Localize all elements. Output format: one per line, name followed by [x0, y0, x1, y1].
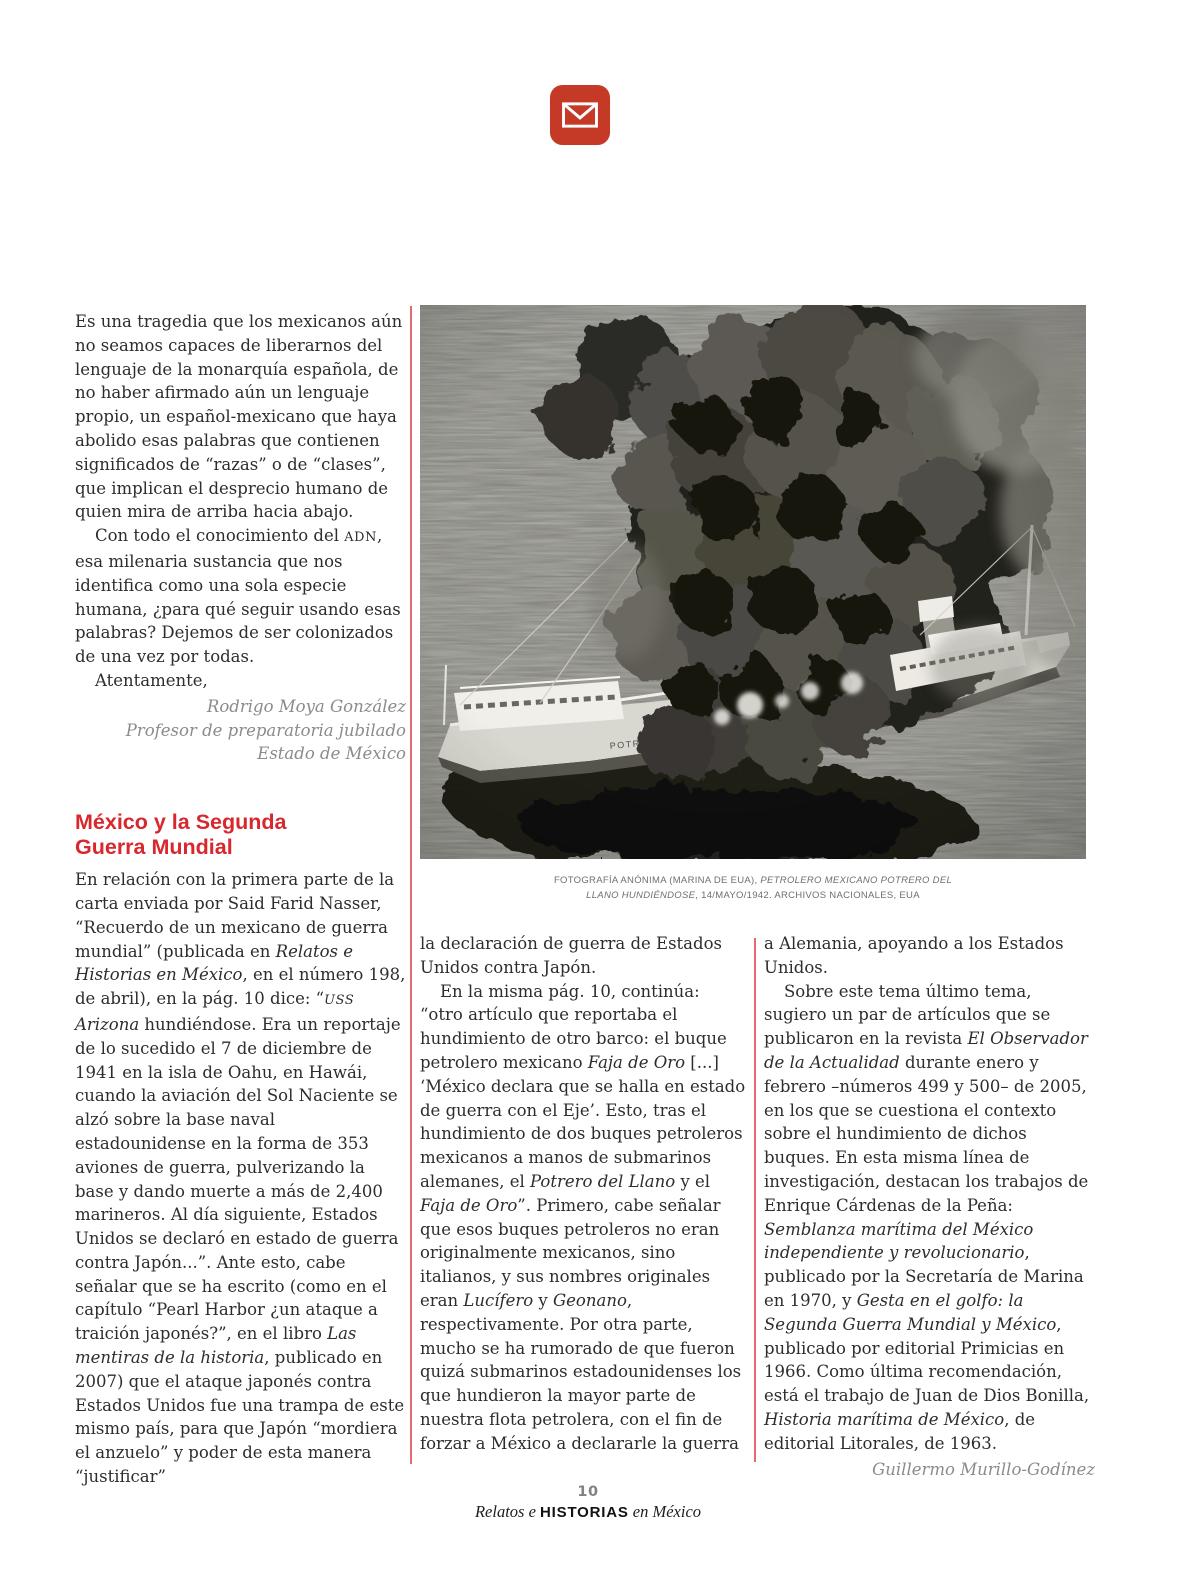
signature-line: Estado de México: [257, 744, 406, 764]
photo-caption-text: FOTOGRAFÍA ANÓNIMA (MARINA DE EUA), PETROLERO MEXICANO POTRERO DEL LLANO HUNDIÉNDOSE, 14/MAYO/1942. ARCHIVOS NACIONALES, EUA: [553, 875, 953, 901]
paragraph: En relación con la primera parte de la carta enviada por Said Farid Nasser, “Recuerdo de un mexicano de guerra mundial” (publicada en Relatos e Historias en México, en el número 198, de abril), en la pág. 10 dice: “USS Arizona hundiéndose. Era un reportaje de lo sucedido el 7 de diciembre de 1941 en la isla de Oahu, en Hawái, cuando la aviación del Sol Naciente se alzó sobre la base naval estadounidense en la forma de 353 aviones de guerra, pulverizando la base y dando muerte a más de 2,400 marineros. Al día siguiente, Estados Unidos se declaró en estado de guerra contra Japón...”. Ante esto, cabe señalar que se ha escrito (como en el capítulo “Pearl Harbor ¿un ataque a traición japonés?”, en el libro Las mentiras de la historia, publicado en 2007) que el ataque japonés contra Estados Unidos fue una trampa de este mismo país, para que Japón “mordiera el anzuelo” y poder de esta manera “justificar”: [75, 870, 406, 1487]
paragraph: a Alemania, apoyando a los Estados Unidos.: [764, 934, 1064, 977]
letter-signature: [75, 695, 406, 766]
column-divider-rule: [410, 306, 412, 1464]
envelope-icon: [549, 84, 611, 146]
photo-caption: [420, 874, 1086, 903]
article-column-1: [75, 868, 406, 1489]
article-column-2: [420, 932, 747, 1456]
article-column-3-text: [764, 932, 1095, 1456]
letter-text: [75, 310, 406, 693]
page-number: 10: [577, 1484, 599, 1500]
article-column-3: [764, 932, 1095, 1481]
paragraph: Atentamente,: [95, 670, 208, 690]
mail-icon: [549, 84, 611, 146]
paragraph: Con todo el conocimiento del ADN, esa milenaria sustancia que nos identifica como una sola especie humana, ¿para qué seguir usando esas palabras? Dejemos de ser colonizados de una vez por todas.: [75, 526, 401, 667]
heading-line: Guerra Mundial: [75, 835, 233, 860]
heading-line: México y la Segunda: [75, 810, 287, 835]
tanker-photo: [420, 305, 1086, 859]
signature-line: Profesor de preparatoria jubilado: [125, 720, 406, 740]
article-byline: Guillermo Murillo-Godínez: [872, 1459, 1095, 1479]
column-divider-rule-2: [754, 938, 756, 1462]
letters-column: [75, 310, 406, 1489]
tanker-photo-art: [420, 305, 1086, 859]
paragraph: Sobre este tema último tema, sugiero un par de artículos que se publicaron en la revista El Observador de la Actualidad durante enero y febrero –números 499 y 500– de 2005, en los que se cuestiona el contexto sobre el hundimiento de dichos buques. En esta misma línea de investigación, destacan los trabajos de Enrique Cárdenas de la Peña: Semblanza marítima del México independiente y revolucionario, publicado por la Secretaría de Marina en 1970, y Gesta en el golfo: la Segunda Guerra Mundial y México, publicado por editorial Primicias en 1966. Como última recomendación, está el trabajo de Juan de Dios Bonilla, Historia marítima de México, de editorial Litorales, de 1963.: [764, 981, 1090, 1453]
page-footer: [0, 1484, 1176, 1522]
section-heading: [75, 810, 406, 860]
signature-line: Rodrigo Moya González: [206, 696, 406, 716]
paragraph: Es una tragedia que los mexicanos aún no seamos capaces de liberarnos del lenguaje de la monarquía española, de no haber afirmado aún un lenguaje propio, un español-mexicano que haya abolido esas palabras que contienen significados de “razas” o de “clases”, que implican el desprecio humano de quien mira de arriba hacia abajo.: [75, 312, 403, 522]
paragraph: En la misma pág. 10, continúa: “otro artículo que reportaba el hundimiento de otro barco: el buque petrolero mexicano Faja de Oro [...] ‘México declara que se halla en estado de guerra con el Eje’. Esto, tras el hundimiento de dos buques petroleros mexicanos a manos de submarinos alemanes, el Potrero del Llano y el Faja de Oro”. Primero, cabe señalar que esos buques petroleros no eran originalmente mexicanos, sino italianos, y sus nombres originales eran Lucífero y Geonano, respectivamente. Por otra parte, mucho se ha rumorado de que fueron quizá submarinos estadounidenses los que hundieron la mayor parte de nuestra flota petrolera, con el fin de forzar a México a declararle la guerra: [420, 981, 746, 1453]
magazine-name: Relatos e HISTORIAS en México: [474, 1502, 702, 1521]
paragraph: la declaración de guerra de Estados Unidos contra Japón.: [420, 934, 722, 977]
